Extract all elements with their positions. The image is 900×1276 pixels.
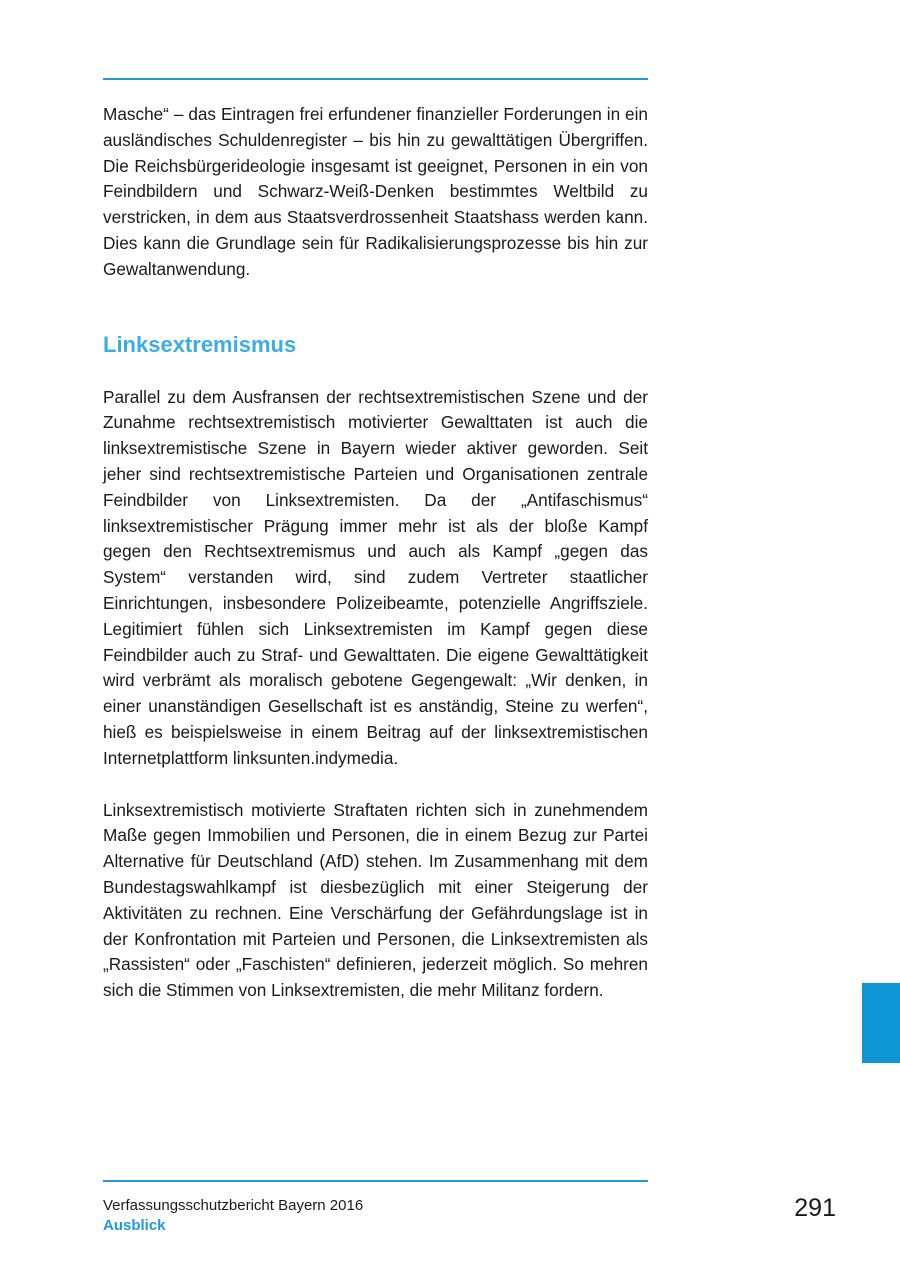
top-divider-line <box>103 78 648 80</box>
page-content <box>103 102 648 1004</box>
chapter-side-tab <box>862 983 900 1063</box>
body-paragraph-1: Masche“ – das Eintragen frei erfundener finanzieller Forderungen in ein ausländisches Schuldenregister – bis hin zu gewalttätigen Übergriffen. Die Reichsbürgerideologie insgesamt ist geeignet, Personen in ein von Feindbildern und Schwarz-Weiß-Denken bestimmtes Weltbild zu verstricken, in dem aus Staatsverdrossenheit Staatshass werden kann. Dies kann die Grundlage sein für Radikalisierungsprozesse bis hin zur Gewaltanwendung. <box>103 104 648 279</box>
footer-divider-line <box>103 1180 648 1182</box>
footer-chapter-name: Ausblick <box>103 1217 166 1234</box>
body-paragraph-3: Linksextremistisch motivierte Straftaten richten sich in zunehmendem Maße gegen Immobilien und Personen, die in einem Bezug zur Partei Alternative für Deutschland (AfD) stehen. Im Zusammenhang mit dem Bundestagswahlkampf ist diesbezüglich mit einer Steigerung der Aktivitäten zu rechnen. Eine Verschärfung der Gefährdungslage ist in der Konfrontation mit Parteien und Personen, die Linksextremisten als „Rassisten“ oder „Faschisten“ definieren, jederzeit möglich. So mehren sich die Stimmen von Linksextremisten, die mehr Militanz fordern. <box>103 799 648 1001</box>
footer-publication-title: Verfassungsschutzbericht Bayern 2016 <box>103 1197 364 1214</box>
section-heading: Linksextremismus <box>103 331 297 357</box>
body-paragraph-2: Parallel zu dem Ausfransen der rechtsextremistischen Szene und der Zunahme rechtsextremistisch motivierter Gewalttaten ist auch die linksextremistische Szene in Bayern wieder aktiver geworden. Seit jeher sind rechtsextremistische Parteien und Organisationen zentrale Feindbilder von Linksextremisten. Da der „Antifaschismus“ linksextremistischer Prägung immer mehr ist als der bloße Kampf gegen den Rechtsextremismus und auch als Kampf „gegen das System“ verstanden wird, sind zudem Vertreter staatlicher Einrichtungen, insbesondere Polizeibeamte, potenzielle Angriffsziele. Legitimiert fühlen sich Linksextremisten im Kampf gegen diese Feindbilder auch zu Straf- und Gewalttaten. Die eigene Gewalttätigkeit wird verbrämt als moralisch gebotene Gegengewalt: „Wir denken, in einer unanständigen Gesellschaft ist es anständig, Steine zu werfen“, hieß es beispielsweise in einem Beitrag auf der linksextremistischen Internetplattform linksunten.indymedia. <box>103 386 648 768</box>
page-number: 291 <box>794 1194 836 1222</box>
